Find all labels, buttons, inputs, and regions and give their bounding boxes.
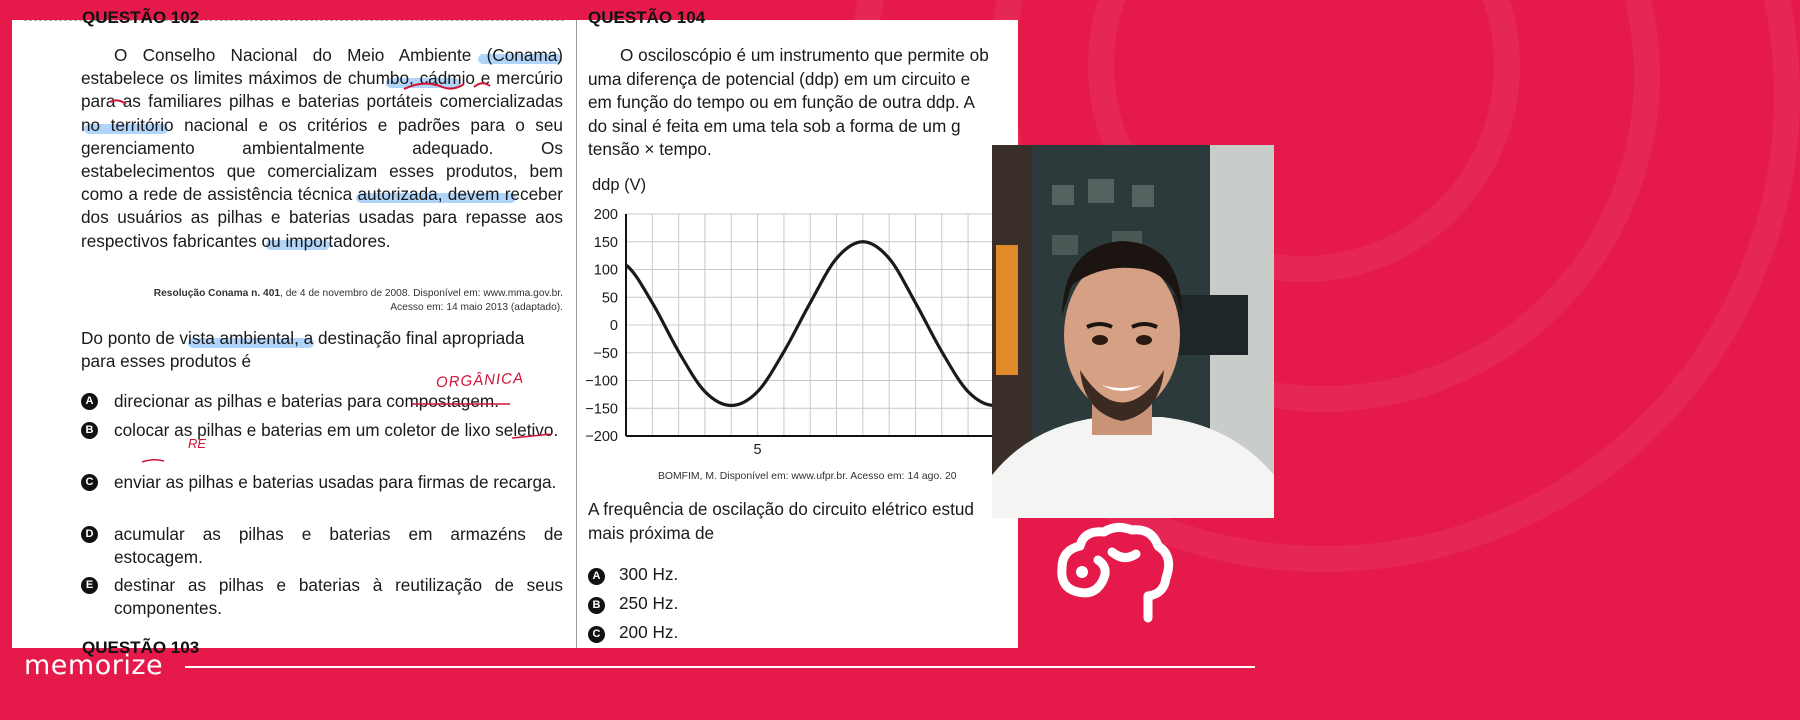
option-text: colocar as pilhas e baterias em um coletor de lixo seletivo.: [114, 420, 559, 440]
brain-logo-icon: [1054, 522, 1178, 626]
option-b[interactable]: [588, 593, 678, 614]
option-text: 250 Hz.: [619, 593, 679, 613]
handwritten-annotation: RE: [188, 436, 207, 451]
question-104-header: QUESTÃO 104: [588, 8, 706, 27]
y-tick-label: 50: [601, 290, 618, 307]
option-badge: A: [588, 568, 605, 585]
handwritten-annotation: ORGÂNICA: [435, 369, 525, 392]
option-text: enviar as pilhas e baterias usadas para firmas de recarga.: [114, 472, 557, 492]
text-line: O osciloscópio é um instrumento que permite ob: [620, 45, 989, 65]
option-e[interactable]: [81, 574, 563, 620]
text-line: mais próxima de: [588, 522, 715, 543]
citation-title: Resolução Conama n. 401: [153, 288, 281, 299]
x-tick-label: 5: [753, 442, 762, 458]
question-104-text: [588, 44, 1028, 162]
option-text: direcionar as pilhas e baterias para compostagem.: [114, 391, 500, 411]
question-102-text: O Conselho Nacional do Meio Ambiente (Conama) estabelece os limites máximos de chumbo, cádmio e mercúrio para as familiares pilhas e baterias portáteis comercializadas no território nacional e os critérios e padrões para o seu gerenciamento ambientalmente adequado. Os estabelecimentos que comercializam esses produtos, bem como a rede de assistência técnica autorizada, devem receber dos usuários as pilhas e baterias usadas para repasse aos respectivos fabricantes ou importadores.: [81, 45, 563, 251]
presenter-video-frame: [992, 145, 1274, 518]
option-badge: A: [81, 393, 98, 410]
y-tick-label: −200: [585, 429, 618, 445]
y-tick-label: −50: [593, 345, 618, 362]
option-text: acumular as pilhas e baterias em armazéns de estocagem.: [114, 524, 563, 568]
citation-detail: , de 4 de novembro de 2008. Disponível em: www.mma.gov.br.: [280, 288, 563, 299]
column-divider: [576, 20, 577, 648]
chart-y-label: ddp (V): [592, 176, 647, 194]
chart-source: BOMFIM, M. Disponível em: www.ufpr.br. Acesso em: 14 ago. 20: [658, 471, 957, 482]
citation-access: Acesso em: 14 maio 2013 (adaptado).: [390, 302, 563, 313]
option-badge: D: [81, 526, 98, 543]
option-badge: B: [81, 422, 98, 439]
question-103-header: QUESTÃO 103: [82, 638, 200, 657]
text-line: tensão × tempo.: [588, 139, 712, 160]
question-102-header: QUESTÃO 102: [82, 8, 200, 27]
y-tick-label: −150: [585, 401, 618, 418]
question-104-prompt: [588, 498, 1028, 545]
text-line: A frequência de oscilação do circuito elétrico estud: [588, 499, 974, 519]
y-tick-label: 100: [593, 262, 618, 279]
text-line: em função do tempo ou em função de outra ddp. A: [588, 92, 975, 113]
ink-annotations: [12, 20, 572, 480]
memorize-logo: memorize: [24, 650, 164, 681]
option-a[interactable]: [588, 564, 678, 585]
option-badge: E: [81, 577, 98, 594]
option-badge: C: [81, 474, 98, 491]
footer-line: [185, 666, 1255, 668]
y-tick-label: −100: [585, 373, 618, 390]
text-line: uma diferença de potencial (ddp) em um circuito e: [588, 68, 971, 89]
option-text: 200 Hz.: [619, 622, 679, 642]
question-102-prompt: Do ponto de vista ambiental, a destinação final apropriada para esses produtos é: [81, 328, 525, 372]
y-tick-label: 150: [593, 234, 618, 251]
option-text: destinar as pilhas e baterias à reutilização de seus componentes.: [114, 575, 563, 619]
option-d[interactable]: [81, 523, 563, 569]
option-badge: B: [588, 597, 605, 614]
text-line: do sinal é feita em uma tela sob a forma de um g: [588, 115, 961, 136]
option-badge: C: [588, 626, 605, 643]
exam-page: [12, 8, 1018, 657]
option-c[interactable]: [588, 622, 678, 643]
presenter-webcam: [992, 145, 1274, 518]
y-tick-label: 200: [593, 207, 618, 223]
oscilloscope-chart: [584, 200, 1024, 470]
option-text: 300 Hz.: [619, 564, 679, 584]
y-tick-label: 0: [609, 318, 618, 334]
